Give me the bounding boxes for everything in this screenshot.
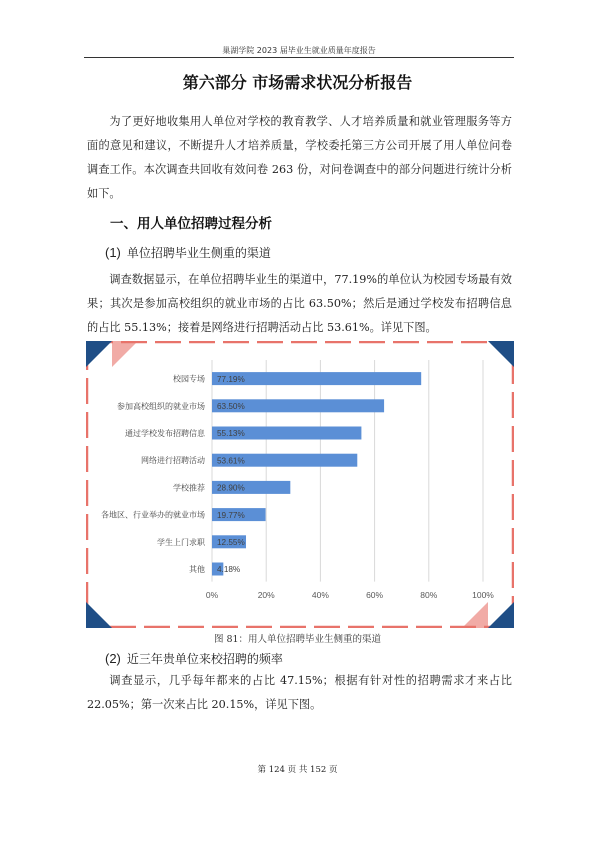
data-label: 4.18% [217, 565, 241, 575]
page-header: 巢湖学院 2023 届毕业生就业质量年度报告 [222, 46, 376, 55]
category-label: 学生上门求职 [157, 537, 205, 547]
channels-chart [86, 341, 514, 628]
frame-corner-bottom-right [488, 602, 514, 628]
page-footer: 第 124 页 共 152 页 [257, 765, 338, 775]
data-label: 55.13% [217, 429, 245, 439]
frame-corner-top-left [86, 341, 112, 367]
frame-corner-bottom-left [86, 602, 112, 628]
data-label: 19.77% [217, 510, 245, 520]
x-tick-label: 40% [311, 590, 329, 600]
category-label: 其他 [189, 565, 205, 574]
data-label: 53.61% [217, 456, 245, 466]
frame-accent-bottom-right [462, 602, 488, 628]
data-label: 12.55% [217, 538, 245, 547]
category-label: 校园专场 [173, 374, 205, 384]
frame-accent-top-left [112, 341, 138, 367]
intro-paragraph: 为了更好地收集用人单位对学校的教育教学、人才培养质量和就业管理服务等方面的意见和建议，不断提升人才培养质量，学校委托第三方公司开展了用人单位问卷调查工作。本次调查共回收有效问卷 263 份，对问卷调查中的部分问题进行统计分析如下。 [87, 115, 512, 200]
heading-recruitment-analysis: 一、用人单位招聘过程分析 [110, 216, 272, 232]
category-label: 网络进行招聘活动 [141, 456, 205, 466]
subheading-label: 单位招聘毕业生侧重的渠道 [126, 246, 271, 260]
subheading-number: (2) [105, 651, 121, 666]
subheading-frequency [105, 650, 283, 667]
subheading-number: (1) [105, 245, 121, 260]
data-label: 63.50% [217, 402, 245, 411]
subheading-label: 近三年贵单位来校招聘的频率 [126, 652, 283, 666]
section-title: 第六部分 市场需求状况分析报告 [182, 73, 413, 92]
x-tick-label: 0% [205, 590, 219, 600]
data-label: 28.90% [217, 483, 245, 493]
subheading-channels [105, 244, 271, 261]
header-rule [84, 57, 514, 58]
frequency-paragraph: 调查显示，几乎每年都来的占比 47.15%；根据有针对性的招聘需求才来占比 22.05%；第一次来占比 20.15%，详见下图。 [87, 674, 512, 711]
x-tick-label: 60% [366, 590, 384, 600]
category-label: 各地区、行业举办的就业市场 [101, 510, 205, 520]
data-label: 77.19% [217, 374, 245, 384]
frame-corner-top-right [488, 341, 514, 367]
x-tick-label: 80% [420, 590, 438, 600]
figure-caption: 图 81：用人单位招聘毕业生侧重的渠道 [213, 634, 382, 645]
channels-paragraph: 调查数据显示，在单位招聘毕业生的渠道中，77.19%的单位认为校园专场最有效果；其次是参加高校组织的就业市场的占比 63.50%；然后是通过学校发布招聘信息的占比 55.13%；接着是网络进行招聘活动占比 53.61%。详见下图。 [87, 273, 512, 334]
x-tick-label: 100% [472, 590, 494, 600]
category-label: 学校推荐 [173, 483, 205, 493]
category-label: 参加高校组织的就业市场 [117, 401, 205, 411]
chart-svg [86, 341, 514, 628]
x-tick-label: 20% [257, 590, 275, 600]
category-label: 通过学校发布招聘信息 [125, 429, 205, 438]
